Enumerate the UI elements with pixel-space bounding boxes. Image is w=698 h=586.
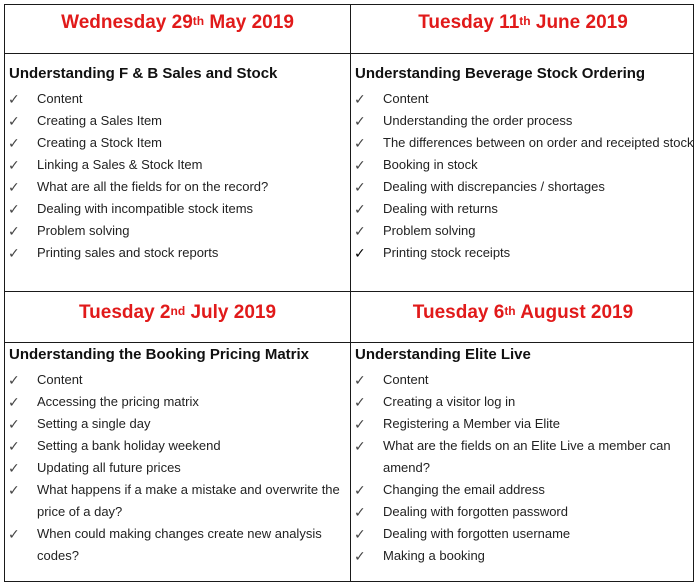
checkmark-icon: ✓	[8, 157, 20, 173]
session-title: Understanding F & B Sales and Stock	[9, 65, 278, 82]
checkmark-icon: ✓	[8, 113, 20, 129]
session-block-4	[351, 343, 695, 582]
checkmark-icon: ✓	[354, 135, 366, 151]
checkmark-icon: ✓	[354, 223, 366, 239]
checkmark-icon: ✓	[354, 179, 366, 195]
list-item: ✓ Updating all future prices	[5, 457, 350, 479]
list-item: ✓ Making a booking	[351, 545, 695, 567]
session-title: Understanding Beverage Stock Ordering	[355, 65, 646, 82]
checkmark-icon: ✓	[354, 482, 366, 498]
list-item: ✓ Printing sales and stock reports	[5, 242, 350, 264]
session-title: Understanding Elite Live	[355, 346, 531, 363]
schedule-table	[4, 4, 694, 582]
list-item: ✓ What happens if a make a mistake and overwrite the price of a day?	[5, 479, 350, 523]
checkmark-icon: ✓	[8, 135, 20, 151]
checkmark-icon: ✓	[354, 372, 366, 388]
checkmark-icon: ✓	[8, 416, 20, 432]
checkmark-icon: ✓	[8, 526, 20, 542]
list-item: ✓ Content	[351, 88, 695, 110]
list-item: ✓ Creating a Sales Item	[5, 110, 350, 132]
list-item: ✓ Creating a visitor log in	[351, 391, 695, 413]
checkmark-icon: ✓	[8, 482, 20, 498]
list-item: ✓ Registering a Member via Elite	[351, 413, 695, 435]
checkmark-icon: ✓	[354, 91, 366, 107]
checkmark-icon: ✓	[354, 526, 366, 542]
list-item: ✓ What are the fields on an Elite Live a member can amend?	[351, 435, 695, 479]
date-header-2: Tuesday 11 $^{th}$ June 2019	[418, 12, 628, 33]
checkmark-icon: ✓	[354, 394, 366, 410]
date-header-1: Wednesday 29 $^{th}$ May 2019	[61, 12, 294, 33]
list-item: ✓ Setting a bank holiday weekend	[5, 435, 350, 457]
list-item: ✓ Creating a Stock Item	[5, 132, 350, 154]
list-item: ✓ Dealing with incompatible stock items	[5, 198, 350, 220]
checkmark-icon: ✓	[8, 179, 20, 195]
session-block-2	[351, 62, 695, 291]
list-item: ✓ Content	[5, 369, 350, 391]
list-item: ✓ Accessing the pricing matrix	[5, 391, 350, 413]
list-item: ✓ Dealing with discrepancies / shortages	[351, 176, 695, 198]
checkmark-icon: ✓	[354, 113, 366, 129]
checkmark-icon: ✓	[8, 91, 20, 107]
checkmark-icon: ✓	[354, 548, 366, 564]
row-divider	[5, 53, 693, 54]
session-block-1	[5, 62, 350, 291]
session-block-3	[5, 343, 350, 582]
list-item: ✓ Dealing with forgotten username	[351, 523, 695, 545]
list-item: ✓ Problem solving	[5, 220, 350, 242]
checkmark-icon: ✓	[354, 416, 366, 432]
topic-list	[5, 88, 350, 264]
topic-list	[351, 369, 695, 567]
session-title: Understanding the Booking Pricing Matrix	[9, 346, 310, 363]
list-item: ✓ Dealing with returns	[351, 198, 695, 220]
checkmark-icon: ✓	[354, 245, 366, 261]
list-item: ✓ Setting a single day	[5, 413, 350, 435]
checkmark-icon: ✓	[8, 201, 20, 217]
list-item: ✓ The differences between on order and receipted stock	[351, 132, 695, 154]
checkmark-icon: ✓	[354, 157, 366, 173]
checkmark-icon: ✓	[8, 460, 20, 476]
checkmark-icon: ✓	[354, 201, 366, 217]
date-header-3: Tuesday 2 $^{nd}$ July 2019	[78, 302, 277, 323]
list-item: ✓ Changing the email address	[351, 479, 695, 501]
topic-list	[351, 88, 695, 264]
checkmark-icon: ✓	[8, 372, 20, 388]
list-item: ✓ Linking a Sales & Stock Item	[5, 154, 350, 176]
list-item: ✓ Content	[5, 88, 350, 110]
checkmark-icon: ✓	[354, 504, 366, 520]
list-item: ✓ Content	[351, 369, 695, 391]
list-item: ✓ Dealing with forgotten password	[351, 501, 695, 523]
checkmark-icon: ✓	[354, 438, 366, 454]
list-item: ✓ What are all the fields for on the record?	[5, 176, 350, 198]
list-item: ✓ Understanding the order process	[351, 110, 695, 132]
list-item: ✓ Problem solving	[351, 220, 695, 242]
checkmark-icon: ✓	[8, 245, 20, 261]
date-header-4: Tuesday 6 $^{th}$ August 2019	[412, 302, 634, 323]
topic-list	[5, 369, 350, 567]
list-item: ✓ Booking in stock	[351, 154, 695, 176]
checkmark-icon: ✓	[8, 394, 20, 410]
checkmark-icon: ✓	[8, 438, 20, 454]
list-item: ✓ Printing stock receipts	[351, 242, 695, 264]
checkmark-icon: ✓	[8, 223, 20, 239]
list-item: ✓ When could making changes create new analysis codes?	[5, 523, 350, 567]
